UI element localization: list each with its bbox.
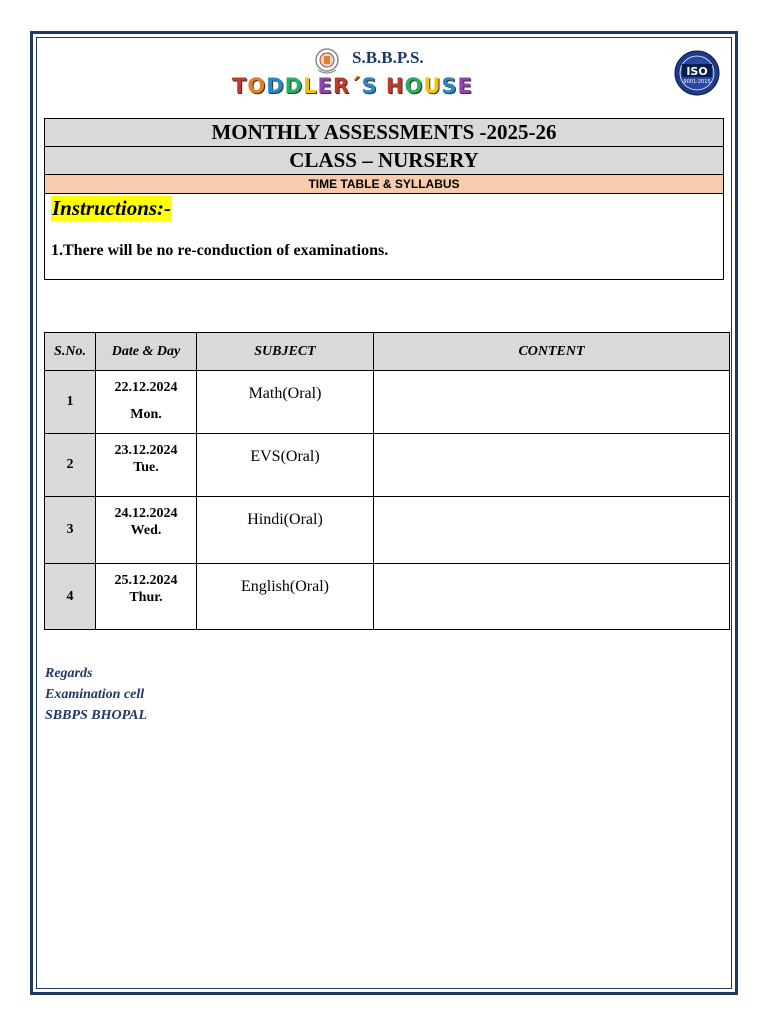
brand-letter: L (303, 74, 318, 98)
timetable (44, 332, 730, 630)
header-date-day: Date & Day (96, 333, 197, 371)
iso-sub: 9001:2015 (683, 79, 711, 85)
header-subject: SUBJECT (197, 333, 374, 371)
row-content (374, 564, 730, 630)
brand-letter: H (385, 74, 405, 98)
brand-letter: O (404, 74, 424, 98)
brand-letter (378, 74, 386, 98)
row-sno: 2 (45, 434, 96, 497)
school-location-text: SBBPS BHOPAL (45, 708, 148, 723)
header-content: CONTENT (374, 333, 730, 371)
row-subject: Hindi(Oral) (197, 497, 374, 564)
table-row (45, 371, 730, 434)
school-name: S.B.B.P.S. (352, 48, 424, 67)
brand-letter: S (441, 74, 458, 98)
row-sno: 3 (45, 497, 96, 564)
examination-cell-text: Examination cell (45, 687, 145, 702)
table-header-row (45, 333, 730, 371)
row-sno: 1 (45, 371, 96, 434)
iso-certification-icon (674, 50, 720, 96)
row-day: Wed. (130, 523, 162, 538)
row-subject: EVS(Oral) (197, 434, 374, 497)
brand-letter: E (317, 74, 333, 98)
table-row (45, 564, 730, 630)
assessment-title: MONTHLY ASSESSMENTS -2025-26 (45, 119, 723, 147)
row-date-day (96, 564, 197, 630)
regards-text: Regards (45, 666, 93, 681)
toddlers-house-brand (232, 74, 473, 98)
brand-letter: R (332, 74, 350, 98)
brand-letter: ´ (349, 74, 362, 98)
title-box (44, 118, 724, 280)
row-sno: 4 (45, 564, 96, 630)
row-date: 23.12.2024 (114, 443, 178, 458)
row-date-day (96, 434, 197, 497)
class-title: CLASS – NURSERY (45, 147, 723, 175)
row-day: Thur. (129, 590, 163, 605)
brand-letter: D (284, 74, 304, 98)
iso-label: ISO (686, 65, 708, 78)
table-row (45, 497, 730, 564)
row-subject: Math(Oral) (197, 371, 374, 434)
brand-letter: D (266, 74, 285, 98)
brand-letter: S (361, 74, 378, 98)
row-date-day (96, 371, 197, 434)
header-sno: S.No. (45, 333, 96, 371)
brand-letter: T (232, 74, 248, 98)
instructions-section (45, 194, 723, 279)
instruction-item: 1.There will be no re-conduction of examinations. (51, 242, 389, 259)
brand-letter: E (457, 74, 473, 98)
row-subject: English(Oral) (197, 564, 374, 630)
row-content (374, 371, 730, 434)
row-day: Tue. (133, 460, 159, 475)
school-logo (230, 44, 520, 110)
school-emblem-icon (314, 46, 340, 76)
signature-block (45, 663, 147, 726)
timetable-subtitle: TIME TABLE & SYLLABUS (45, 175, 723, 194)
row-date: 24.12.2024 (114, 506, 178, 521)
row-content (374, 497, 730, 564)
brand-letter: U (423, 74, 442, 98)
row-content (374, 434, 730, 497)
instructions-heading: Instructions:- (52, 196, 172, 220)
row-date-day (96, 497, 197, 564)
row-date: 25.12.2024 (114, 573, 178, 588)
row-day: Mon. (130, 407, 162, 422)
row-date: 22.12.2024 (114, 380, 178, 395)
brand-letter: O (247, 74, 267, 98)
table-row (45, 434, 730, 497)
